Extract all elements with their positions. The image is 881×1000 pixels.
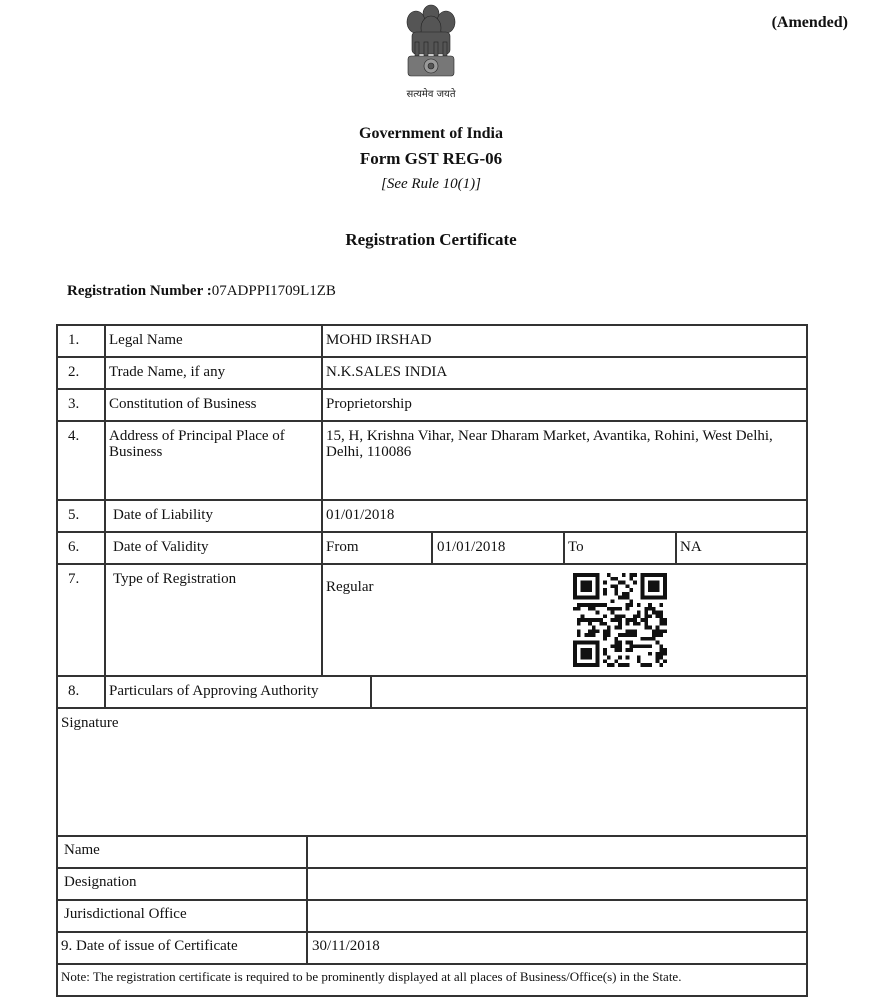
validity-to-label: To	[568, 539, 584, 555]
validity-to-value: NA	[680, 539, 702, 555]
row-divider	[56, 675, 808, 677]
registration-number-label: Registration Number :	[67, 283, 212, 299]
row-divider	[56, 899, 808, 901]
registration-number-value: 07ADPPI1709L1ZB	[211, 283, 336, 299]
national-emblem-icon	[398, 2, 464, 84]
column-divider	[675, 531, 677, 565]
name-label: Name	[64, 842, 100, 858]
liability-date-label: Date of Liability	[113, 507, 213, 523]
jurisdictional-office-label: Jurisdictional Office	[64, 906, 187, 922]
row-divider	[56, 356, 808, 358]
row-divider	[56, 420, 808, 422]
legal-name-label: Legal Name	[109, 332, 183, 348]
row-divider	[56, 499, 808, 501]
row-number: 8.	[68, 683, 80, 699]
trade-name-value: N.K.SALES INDIA	[326, 364, 448, 380]
approving-authority-label: Particulars of Approving Authority	[109, 683, 319, 699]
row-number: 1.	[68, 332, 80, 348]
table-border-top	[56, 324, 808, 326]
row-divider	[56, 963, 808, 965]
column-divider	[104, 324, 106, 709]
qr-code-icon	[573, 573, 667, 667]
address-label: Address of Principal Place of Business	[109, 428, 285, 460]
constitution-value: Proprietorship	[326, 396, 412, 412]
registration-number	[67, 283, 336, 300]
validity-from-label: From	[326, 539, 359, 555]
liability-date-value: 01/01/2018	[326, 507, 395, 523]
rule-reference: [See Rule 10(1)]	[381, 176, 481, 192]
form-heading: Form GST REG-06	[359, 149, 503, 168]
table-border-bottom	[56, 995, 808, 997]
footer-note: Note: The registration certificate is required to be prominently displayed at all places of Business/Office(s) in the State.	[61, 969, 682, 984]
page-title: Registration Certificate	[345, 230, 517, 249]
amended-label: (Amended)	[771, 14, 848, 31]
column-divider	[563, 531, 565, 565]
table-border-right	[806, 324, 808, 997]
designation-label: Designation	[64, 874, 137, 890]
address-value: 15, H, Krishna Vihar, Near Dharam Market, Avantika, Rohini, West Delhi, Delhi, 110086	[326, 428, 773, 460]
row-divider	[56, 867, 808, 869]
issue-date-value: 30/11/2018	[312, 938, 380, 954]
row-number: 2.	[68, 364, 80, 380]
constitution-label: Constitution of Business	[109, 396, 257, 412]
motto: सत्यमेव जयते	[406, 89, 456, 100]
column-divider	[321, 324, 323, 677]
registration-type-value: Regular	[326, 579, 374, 595]
column-divider	[306, 835, 308, 965]
row-number: 6.	[68, 539, 80, 555]
row-number: 7.	[68, 571, 80, 587]
row-divider	[56, 388, 808, 390]
legal-name-value: MOHD IRSHAD	[326, 332, 432, 348]
row-divider	[56, 931, 808, 933]
column-divider	[431, 531, 433, 565]
table-border-left	[56, 324, 58, 997]
validity-from-value: 01/01/2018	[437, 539, 506, 555]
row-number: 4.	[68, 428, 80, 444]
issue-date-label: 9. Date of issue of Certificate	[61, 938, 238, 954]
column-divider	[370, 675, 372, 709]
registration-type-label: Type of Registration	[113, 571, 237, 587]
government-heading: Government of India	[359, 125, 503, 142]
validity-label: Date of Validity	[113, 539, 209, 555]
row-divider	[56, 707, 808, 709]
row-number: 5.	[68, 507, 80, 523]
row-number: 3.	[68, 396, 80, 412]
signature-label: Signature	[61, 715, 119, 731]
trade-name-label: Trade Name, if any	[109, 364, 226, 380]
row-divider	[56, 835, 808, 837]
